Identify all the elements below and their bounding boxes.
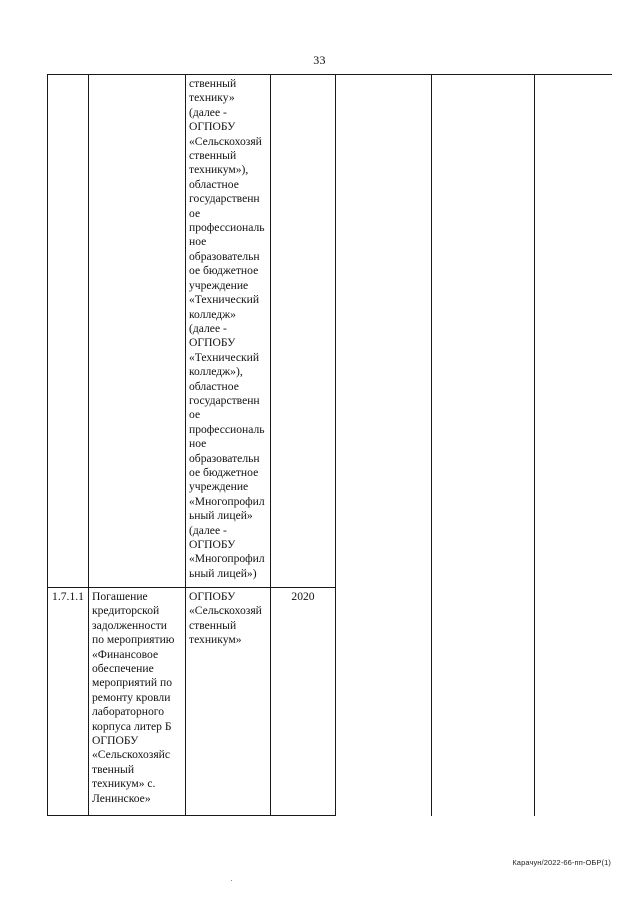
cell-number: 1.7.1.1 bbox=[48, 588, 89, 816]
program-table bbox=[47, 74, 612, 816]
cell-year bbox=[271, 75, 336, 588]
cell-executor: ОГПОБУ «Сельскохозяй ственный техникум» bbox=[186, 588, 271, 816]
cell-executor: ственный технику» (далее - ОГПОБУ «Сельскохозяй ственный техникум»), областное государственн ое профессиональ ное образовательн ое бюджетное учреждение «Технический колледж» (далее - ОГПОБУ «Технический колледж»), областное государственн ое профессиональ ное образовательн ое бюджетное учреждение «Многопрофил ьный лицей» (далее - ОГПОБУ «Многопрофил ьный лицей») bbox=[186, 75, 271, 588]
cell-event-name: Погашение кредиторской задолженности по мероприятию «Финансовое обеспечение мероприятий по ремонту кровли лабораторного корпуса литер Б ОГПОБУ «Сельскохозяйс твенный техникум» с. Ленинское» bbox=[89, 588, 186, 816]
document-code: Карачун/2022-66-пп-ОБР(1) bbox=[512, 858, 611, 867]
table-row bbox=[48, 75, 612, 588]
cell-empty bbox=[535, 75, 612, 816]
cell-empty bbox=[432, 75, 535, 816]
cell-empty bbox=[336, 75, 432, 816]
cell-number bbox=[48, 75, 89, 588]
cell-year: 2020 bbox=[271, 588, 336, 816]
cell-event-name bbox=[89, 75, 186, 588]
page-number: 33 bbox=[313, 53, 326, 67]
scan-speck bbox=[231, 880, 232, 881]
